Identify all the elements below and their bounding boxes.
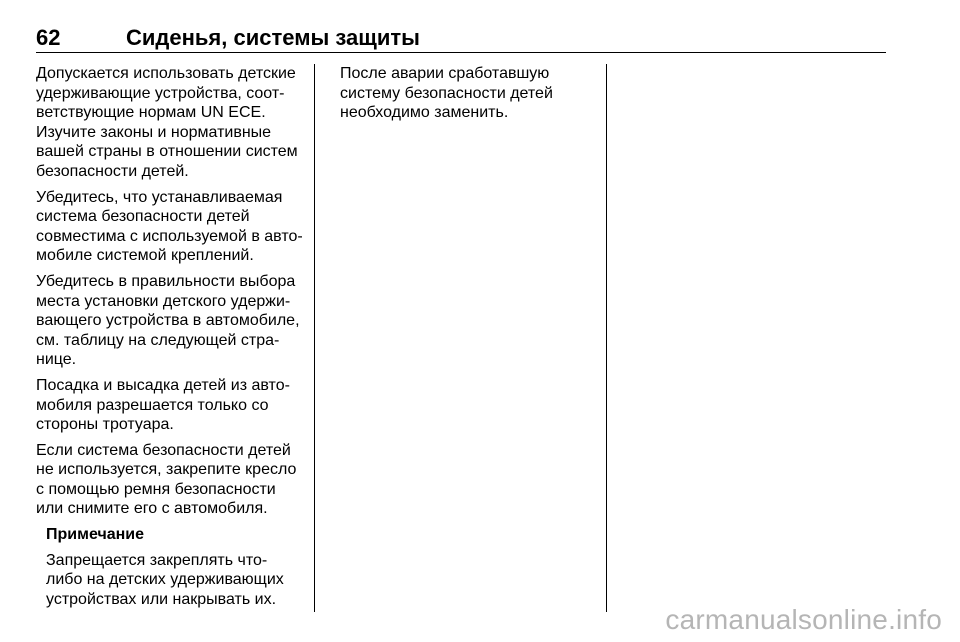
column-divider: [314, 64, 315, 612]
page-header: [36, 24, 886, 53]
note-title: Примечание: [46, 526, 145, 544]
middle-column: [340, 64, 600, 129]
note-block: [46, 525, 306, 609]
paragraph: Убедитесь, что устанавливаемая система безопасности детей совместима с используемой в авто- мобиле системой креплений.: [36, 188, 303, 265]
watermark: carmanualsonline.info: [665, 604, 942, 635]
paragraph: Убедитесь в правильности выбора места установки детского удержи- вающего устройства в автомобиле, см. таблицу на следующей стра- нице.: [36, 272, 300, 369]
paragraph: Если система безопасности детей не используется, закрепите кресло с помощью ремня безопасности или снимите его с автомобиля.: [36, 441, 297, 518]
paragraph: После аварии сработавшую систему безопасности детей необходимо заменить.: [340, 65, 553, 122]
note-text: Запрещается закреплять что- либо на детских удерживающих устройствах или накрывать их.: [46, 551, 284, 608]
paragraph: Посадка и высадка детей из авто- мобиля разрешается только со стороны тротуара.: [36, 376, 290, 434]
column-divider: [606, 64, 607, 612]
section-title: Сиденья, системы защиты: [126, 25, 420, 50]
left-column: [36, 64, 306, 615]
page-number: 62: [36, 25, 61, 50]
paragraph: Допускается использовать детские удерживающие устройства, соот- ветствующие нормам UN ECE. Изучите законы и нормативные вашей страны в отношении систем безопасности детей.: [36, 65, 298, 180]
